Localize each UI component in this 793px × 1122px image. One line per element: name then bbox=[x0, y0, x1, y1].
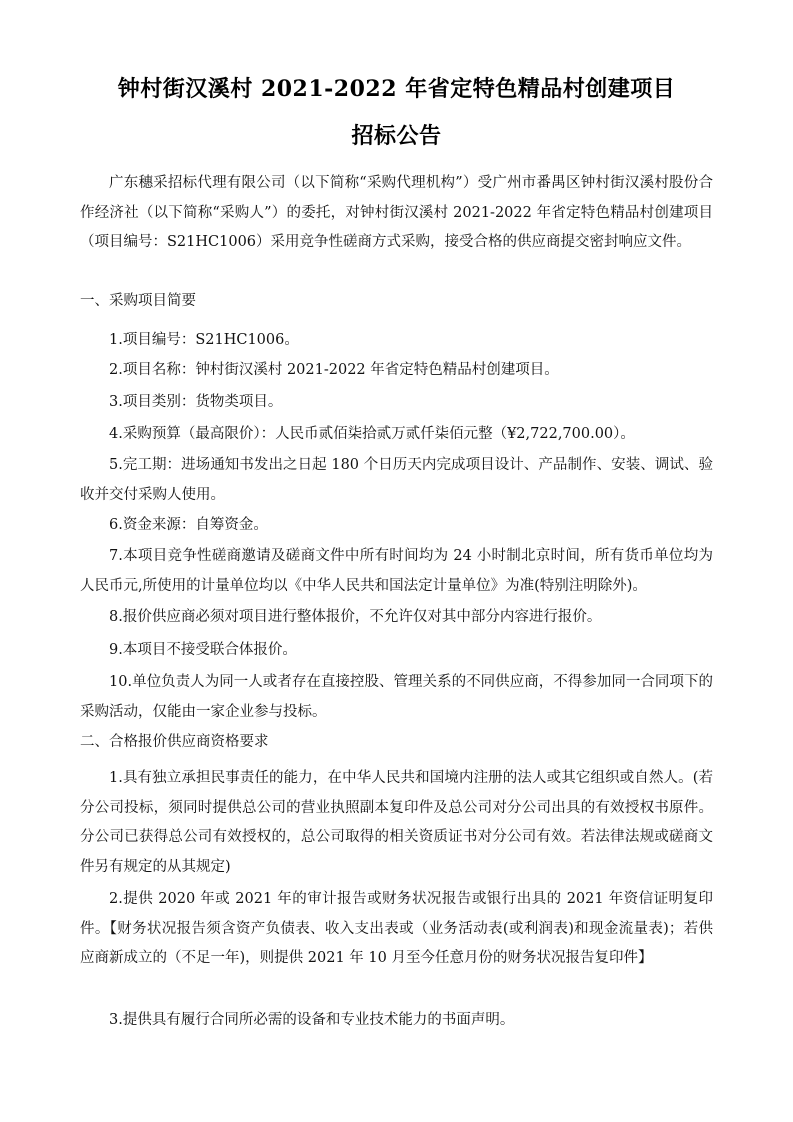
intro-paragraph: 广东穗采招标代理有限公司（以下简称“采购代理机构”）受广州市番禺区钟村街汉溪村股份合作经济社（以下简称“采购人”）的委托，对钟村街汉溪村 2021-2022 年省定特色精品村创建项目（项目编号：S21HC1006）采用竞争性磋商方式采购，接受合格的供应商提交密封响应文件。 bbox=[80, 175, 713, 251]
section1-item: 7.本项目竞争性磋商邀请及磋商文件中所有时间均为 24 小时制北京时间，所有货币单位均为人民币元,所使用的计量单位均以《中华人民共和国法定计量单位》为准(特别注明除外)。 bbox=[80, 548, 713, 594]
section1-item: 4.采购预算（最高限价）：人民币贰佰柒拾贰万贰仟柒佰元整（¥2,722,700.00）。 bbox=[109, 426, 635, 442]
section2-item: 3.提供具有履行合同所必需的设备和专业技术能力的书面声明。 bbox=[109, 1012, 515, 1028]
section1-item: 3.项目类别：货物类项目。 bbox=[109, 394, 283, 410]
section2-item: 1.具有独立承担民事责任的能力，在中华人民共和国境内注册的法人或其它组织或自然人。(若分公司投标，须同时提供总公司的营业执照副本复印件及总公司对分公司出具的有效授权书原件。分公司已获得总公司有效授权的，总公司取得的相关资质证书对分公司有效。若法律法规或磋商文件另有规定的从其规定) bbox=[80, 770, 713, 875]
section2-heading: 二、合格报价供应商资格要求 bbox=[80, 734, 269, 750]
document-subtitle: 招标公告 bbox=[351, 123, 442, 149]
section1-heading: 一、采购项目简要 bbox=[80, 293, 196, 309]
section1-item: 1.项目编号：S21HC1006。 bbox=[109, 332, 299, 348]
section1-item: 8.报价供应商必须对项目进行整体报价，不允许仅对其中部分内容进行报价。 bbox=[109, 609, 602, 625]
section2-item: 2.提供 2020 年或 2021 年的审计报告或财务状况报告或银行出具的 2021 年资信证明复印件。【财务状况报告须含资产负债表、收入支出表或（业务活动表(或利润表)和现金流量表)；若供应商新成立的（不足一年)，则提供 2021 年 10 月至今任意月份的财务状况报告复印件】 bbox=[80, 891, 713, 967]
section1-item: 9.本项目不接受联合体报价。 bbox=[109, 642, 297, 658]
section1-item: 5.完工期：进场通知书发出之日起 180 个日历天内完成项目设计、产品制作、安装、调试、验收并交付采购人使用。 bbox=[80, 457, 713, 503]
document-title: 钟村街汉溪村 2021-2022 年省定特色精品村创建项目 bbox=[117, 76, 676, 102]
section1-item: 6.资金来源：自筹资金。 bbox=[109, 517, 268, 533]
section1-item: 2.项目名称：钟村街汉溪村 2021-2022 年省定特色精品村创建项目。 bbox=[109, 362, 559, 378]
section1-item: 10.单位负责人为同一人或者存在直接控股、管理关系的不同供应商，不得参加同一合同项下的采购活动，仅能由一家企业参与投标。 bbox=[80, 674, 713, 720]
